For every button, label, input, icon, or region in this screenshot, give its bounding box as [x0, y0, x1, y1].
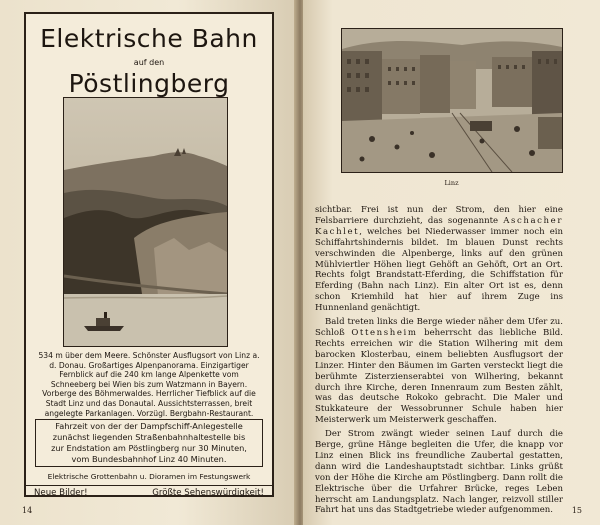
ad-box-line: Fahrzeit von der der Dampfschiff-Anlegestelle: [55, 421, 243, 431]
right-page: [303, 0, 600, 525]
page-number-left: 14: [22, 506, 33, 515]
paragraph: [315, 205, 563, 314]
body-text: [315, 205, 563, 519]
ad-description: 534 m über dem Meere. Schönster Ausflugsort von Linz a. d. Donau. Großartiges Alpenpanorama. Einzigartiger Fernblick auf die 240 km lange Alpenkette vom Schneeberg bei Wien bis zum Watzmann in Bayern. Vorberge des Böhmerwaldes. Herrlicher Tiefblick auf die Stadt Linz und das Donautal. Aussichtsterrassen, breit angelegte Parkanlagen. Vorzügl. Bergbahn-Restaurant.: [38, 351, 260, 418]
text-run: , welches bei Niederwasser immer noch ein Schiffahrtshindernis bildet. Im blauen Dunst rechts verschwinden die Alpenberge, links auf den grünen Mühlviertler Höhen liegt Gehöft an Gehöft, Ort an Ort. Rechts folgt Brandstatt-Eferding, die Schiffstation für Eferding (Bahn nach Linz). Ein alter Ort ist es, denn schon Kriemhild hat hier auf ihrem Zuge ins Hunnenland genächtigt.: [315, 226, 563, 314]
ad-neue-bilder: Neue Bilder!: [34, 488, 88, 498]
spaced-term: Ottensheim: [351, 327, 418, 338]
ad-connector: auf den: [133, 58, 165, 67]
page-number-right: 15: [571, 506, 582, 515]
left-page: [0, 0, 297, 525]
ad-divider: [26, 485, 272, 486]
ad-box-line: zunächst liegenden Straßenbahnhaltestelle bis: [52, 432, 246, 442]
ad-travel-time-box: [35, 419, 263, 467]
text-run: beherrscht das liebliche Bild. Rechts erreichen wir die Station Wilhering mit dem barocken Klosterbau, einem beliebten Ausflugsort der Linzer. Hinter den Bäumen im Garten versteckt liegt die berühmte Zisterzienserabtei von Wilhering, bekannt durch ihre Kirche, deren Innenraum zum Besten zählt, was das deutsche Rokoko gebracht. Die Maler und Stukkateure der Wessobrunner Schule haben hier Meisterwerk um Meisterwerk geschaffen.: [315, 327, 563, 426]
ad-groesste-sehenswuerdigkeit: Größte Sehenswürdigkeit!: [152, 488, 264, 498]
text-run: Bald treten links die Berge wieder näher dem Ufer zu. Schloß: [315, 317, 563, 338]
paragraph: Der Strom zwängt wieder seinen Lauf durch die Berge, grüne Hänge begleiten die Ufer, die knapp vor Linz einen Blick ins freundliche Zaubertal gestatten, dann wird die Landeshauptstadt sichtbar. Links grüßt von der Höhe die Kirche am Pöstlingberg. Dann rollt die Elektrische über die Urfahrer Brücke, reges Leben herrscht am Landungsplatz. Nach langer, reizvoll stiller Fahrt hat uns das Stadtgetriebe wieder aufgenommen.: [315, 429, 563, 516]
photo-caption: Linz: [444, 179, 459, 187]
paragraph: [315, 317, 563, 426]
ad-title: Elektrische Bahn: [40, 24, 258, 53]
ad-grottenbahn: Elektrische Grottenbahn u. Dioramen im Festungswerk: [47, 472, 251, 481]
spaced-term: Aschacher Kachlet: [315, 215, 563, 237]
advertisement: [24, 12, 274, 497]
ad-title-poestlingberg: Pöstlingberg: [68, 69, 230, 98]
ad-box-line: vom Bundesbahnhof Linz 40 Minuten.: [71, 454, 227, 464]
text-run: sichtbar. Frei ist nun der Strom, den hier eine Felsbarriere durchzieht, das sogenannte: [315, 205, 563, 226]
poestlingberg-photo: [63, 97, 228, 347]
ad-box-line: zur Endstation am Pöstlingberg nur 30 Minuten,: [51, 443, 247, 453]
linz-photo: [341, 28, 563, 173]
